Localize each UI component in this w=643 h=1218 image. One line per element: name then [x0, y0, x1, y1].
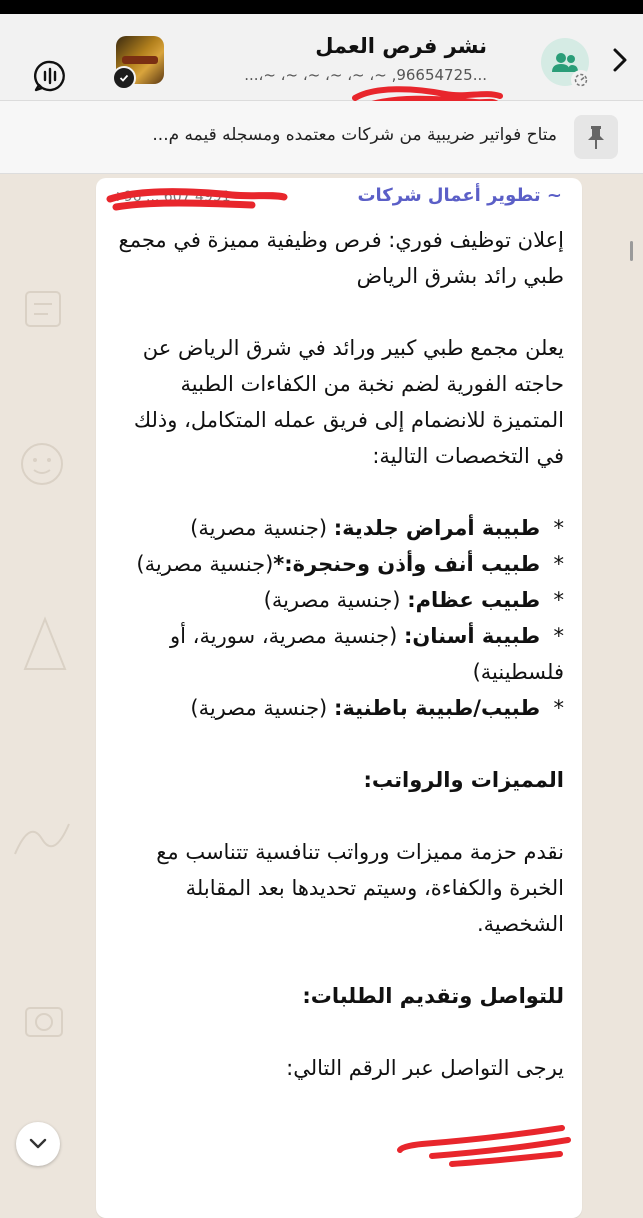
back-button[interactable]: [603, 38, 637, 82]
chat-wallpaper: [0, 174, 96, 1199]
chat-subtitle: ...،~ ،~ ،~ ،~ ،~ ،~ ,96654725...: [244, 66, 487, 84]
item-title: طبيب عظام:: [407, 588, 541, 612]
disappearing-timer-badge: [571, 70, 591, 90]
list-bullet: *: [553, 552, 564, 576]
item-detail: (جنسية مصرية، سورية، أو فلسطينية): [170, 624, 564, 684]
voice-chat-button[interactable]: [30, 56, 70, 96]
group-avatar-icon: [551, 51, 579, 73]
list-bullet: *: [553, 624, 564, 648]
message-bubble[interactable]: [96, 178, 582, 1218]
list-item: [110, 618, 564, 690]
item-detail: (جنسية مصرية): [190, 696, 328, 720]
chevron-down-icon: [28, 1137, 48, 1151]
item-title: طبيب/طبيبة باطنية:: [333, 696, 541, 720]
pinned-message-text[interactable]: متاح فواتير ضريبية من شركات معتمده ومسجله قيمه م...: [152, 125, 557, 145]
doodle-icon: [12, 434, 72, 494]
pin-icon: [585, 124, 607, 150]
verified-badge: [112, 66, 136, 90]
doodle-icon: [10, 814, 74, 864]
chevron-right-icon: [611, 47, 629, 73]
list-bullet: *: [553, 696, 564, 720]
sender-phone[interactable]: +96 ... 607 4991: [112, 189, 231, 205]
chat-header: [0, 14, 643, 101]
chat-title[interactable]: نشر فرص العمل: [315, 34, 487, 58]
timer-icon: [574, 73, 588, 87]
redaction-scribble: [392, 1120, 582, 1170]
doodle-icon: [20, 614, 70, 674]
item-title: طبيب أنف وأذن وحنجرة:*: [273, 552, 541, 576]
status-bar-edge: [0, 0, 643, 14]
item-title: طبيبة أمراض جلدية:: [333, 516, 541, 540]
pin-button[interactable]: [574, 115, 618, 159]
contact-heading: للتواصل وتقديم الطلبات:: [302, 984, 564, 1008]
sender-row: [102, 185, 562, 215]
benefits-text: نقدم حزمة مميزات ورواتب تنافسية تتناسب مع الخبرة والكفاءة، وسيتم تحديدها بعد المقابلة الشخصية.: [156, 840, 564, 936]
contact-text: يرجى التواصل عبر الرقم التالي:: [286, 1056, 564, 1080]
list-item: [110, 690, 564, 726]
voice-chat-icon: [33, 59, 67, 93]
item-detail: (جنسية مصرية): [190, 516, 328, 540]
pinned-indicator: [630, 241, 633, 261]
benefits-heading: المميزات والرواتب:: [363, 768, 564, 792]
list-item: [110, 510, 564, 546]
doodle-icon: [18, 284, 68, 334]
sender-name[interactable]: ~ تطوير أعمال شركات: [357, 185, 562, 206]
scroll-down-button[interactable]: [16, 1122, 60, 1166]
item-title: طبيبة أسنان:: [403, 624, 541, 648]
message-heading: إعلان توظيف فوري: فرص وظيفية مميزة في مجمع طبي رائد بشرق الرياض: [118, 228, 564, 288]
list-item: [110, 546, 564, 582]
pinned-message-bar[interactable]: [0, 101, 643, 174]
message-text: [110, 222, 564, 1086]
group-avatar[interactable]: [541, 38, 589, 86]
doodle-icon: [16, 994, 72, 1050]
list-bullet: *: [553, 516, 564, 540]
list-item: [110, 582, 564, 618]
message-intro: يعلن مجمع طبي كبير ورائد في شرق الرياض عن حاجته الفورية لضم نخبة من الكفاءات الطبية المتميزة للانضمام إلى فريق عمله المتكامل، وذلك في التخصصات التالية:: [133, 336, 564, 468]
community-avatar[interactable]: [116, 36, 164, 84]
item-detail: (جنسية مصرية): [136, 552, 274, 576]
item-detail: (جنسية مصرية): [263, 588, 401, 612]
list-bullet: *: [553, 588, 564, 612]
check-icon: [119, 73, 129, 83]
